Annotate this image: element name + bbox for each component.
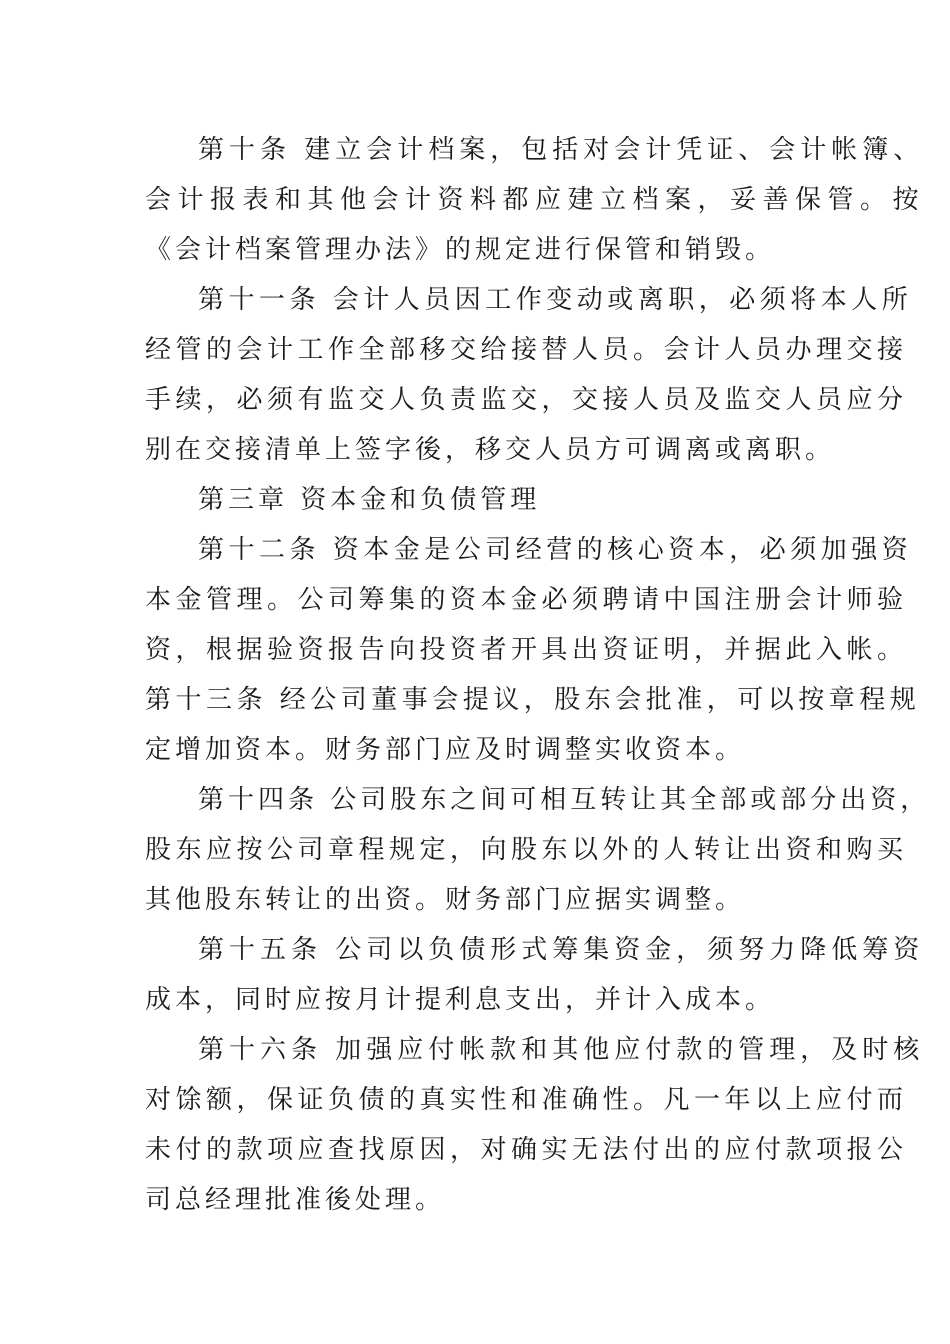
paragraph-line: 《会计档案管理办法》的规定进行保管和销毁。	[145, 235, 776, 265]
paragraph-line: 别在交接清单上签字後，移交人员方可调离或离职。	[145, 435, 836, 465]
paragraph-line: 未付的款项应查找原因，对确实无法付出的应付款项报公	[145, 1135, 908, 1165]
paragraph-line: 本金管理。公司筹集的资本金必须聘请中国注册会计师验	[145, 585, 908, 615]
paragraph-line: 第十三条 经公司董事会提议，股东会批准，可以按章程规	[145, 685, 921, 715]
paragraph-line: 资，根据验资报告向投资者开具出资证明，并据此入帐。	[145, 635, 908, 665]
paragraph-line: 经管的会计工作全部移交给接替人员。会计人员办理交接	[145, 335, 908, 365]
paragraph-line: 第十六条 加强应付帐款和其他应付款的管理，及时核	[198, 1035, 925, 1065]
paragraph-line: 手续，必须有监交人负责监交，交接人员及监交人员应分	[145, 385, 908, 415]
paragraph-line: 司总经理批准後处理。	[145, 1185, 446, 1215]
paragraph-line: 定增加资本。财务部门应及时调整实收资本。	[145, 735, 746, 765]
paragraph-line: 其他股东转让的出资。财务部门应据实调整。	[145, 885, 746, 915]
paragraph-line: 第十二条 资本金是公司经营的核心资本，必须加强资	[198, 535, 913, 565]
paragraph-line: 第十四条 公司股东之间可相互转让其全部或部分出资，	[198, 785, 931, 815]
chapter-heading: 第三章 资本金和负债管理	[198, 485, 541, 515]
paragraph-line: 会计报表和其他会计资料都应建立档案，妥善保管。按	[145, 185, 926, 215]
paragraph-line: 第十一条 会计人员因工作变动或离职，必须将本人所	[198, 285, 913, 315]
paragraph-line: 成本，同时应按月计提利息支出，并计入成本。	[145, 985, 776, 1015]
paragraph-line: 对馀额，保证负债的真实性和准确性。凡一年以上应付而	[145, 1085, 908, 1115]
paragraph-line: 股东应按公司章程规定，向股东以外的人转让出资和购买	[145, 835, 908, 865]
paragraph-line: 第十五条 公司以负债形式筹集资金，须努力降低筹资	[198, 935, 925, 965]
paragraph-line: 第十条 建立会计档案，包括对会计凭证、会计帐簿、	[198, 135, 925, 165]
